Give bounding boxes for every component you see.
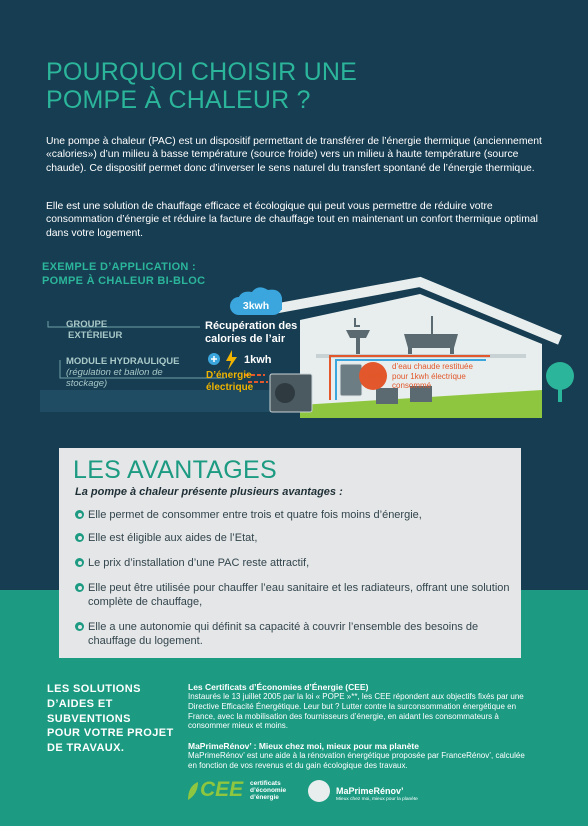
groupe-exterieur-label: GROUPE EXTÉRIEUR <box>66 319 123 341</box>
tree-icon <box>546 362 574 390</box>
intro-paragraph-2: Elle est une solution de chauffage efficace et écologique qui peut vous permettre de réduire votre consommation d’énergie et réduire la facture de chauffage tout en maintenant un confort thermique optimal dans votre logement. <box>46 201 538 239</box>
mpr-text: MaPrimeRénov’ est une aide à la rénovation énergétique proposée par FranceRénov’, calculée en fonction de vos revenus et du gain écologique des travaux. <box>188 751 525 770</box>
avantages-subtitle: La pompe à chaleur présente plusieurs avantages : <box>75 486 343 498</box>
maprimerenov-logo: MaPrimeRénov’ <box>336 786 404 796</box>
module-hydraulique-sublabel: (régulation et ballon de stockage) <box>66 367 163 389</box>
cee-leaf-icon <box>186 780 200 802</box>
recuperation-label: Récupération des calories de l’air <box>205 320 298 345</box>
avantage-item: Elle peut être utilisée pour chauffer l’eau sanitaire et les radiateurs, offrant une solution complète de chauffage, <box>75 581 515 609</box>
avantage-item: Elle permet de consommer entre trois et quatre fois moins d’énergie, <box>75 508 515 522</box>
hot-water-kwh: 4kwh <box>362 370 386 381</box>
cee-text: Instaurés le 13 juillet 2005 par la loi « POPE »**, les CEE répondent aux objectifs fixés par une Directive Efficacité Énergétique. Leur but ? Lutter contre la surconsommation énergétique en France, avec la mobilisation des fournisseurs d’énergie, en aidant les consommateurs à consommer mieux et moins. <box>188 692 524 731</box>
cee-logo: CEE <box>200 778 244 801</box>
energy-label: D’énergie électrique <box>206 370 254 393</box>
avantage-item: Elle a une autonomie qui définit sa capacité à couvrir l’ensemble des besoins de chauffage du logement. <box>75 620 515 648</box>
avantage-item: Elle est éligible aux aides de l’Etat, <box>75 531 515 545</box>
lightning-icon <box>226 350 237 370</box>
energy-kwh-label: 1kwh <box>244 354 272 366</box>
avantages-box <box>59 448 521 658</box>
bullet-icon <box>75 583 84 592</box>
avantage-item: Le prix d’installation d’une PAC reste attractif, <box>75 556 515 570</box>
bullet-icon <box>75 558 84 567</box>
diagram-ground-left <box>40 390 300 412</box>
avantages-title: LES AVANTAGES <box>73 456 277 484</box>
example-title: EXEMPLE D’APPLICATION : POMPE À CHALEUR BI-BLOC <box>42 261 206 287</box>
bullet-icon <box>75 533 84 542</box>
page-title: POURQUOI CHOISIR UNE POMPE À CHALEUR ? <box>46 58 357 114</box>
maprimerenov-tagline: Mieux chez moi, mieux pour la planète <box>336 797 418 802</box>
solutions-title: LES SOLUTIONS D’AIDES ET SUBVENTIONS POUR VOTRE PROJET DE TRAVAUX. <box>47 683 174 755</box>
air-kwh-badge: 3kwh <box>230 297 282 315</box>
hydraulic-module <box>340 364 362 396</box>
module-hydraulique-label: MODULE HYDRAULIQUE <box>66 356 180 367</box>
maprimerenov-logo-icon <box>308 780 330 802</box>
cee-logo-caption: certificats d’économie d’énergie <box>250 780 287 801</box>
mpr-heading: MaPrimeRénov’ : Mieux chez moi, mieux pour ma planète <box>188 741 419 751</box>
sink-icon <box>346 330 370 338</box>
intro-paragraph-1: Une pompe à chaleur (PAC) est un dispositif permettant de transférer de l’énergie thermique (anciennement «calories») d’un milieu à basse température (source froide) vers un milieu à haute température (source chaude). Ce dispositif permet donc d’inverser le sens naturel du transfert spontané de l’énergie thermique. <box>46 136 542 174</box>
hot-water-text: d’eau chaude restituée pour 1kwh électrique consommé <box>392 362 473 391</box>
bullet-icon <box>75 510 84 519</box>
cee-heading: Les Certificats d’Économies d’Énergie (CEE) <box>188 682 369 692</box>
bathtub-icon <box>404 334 458 348</box>
bullet-icon <box>75 622 84 631</box>
